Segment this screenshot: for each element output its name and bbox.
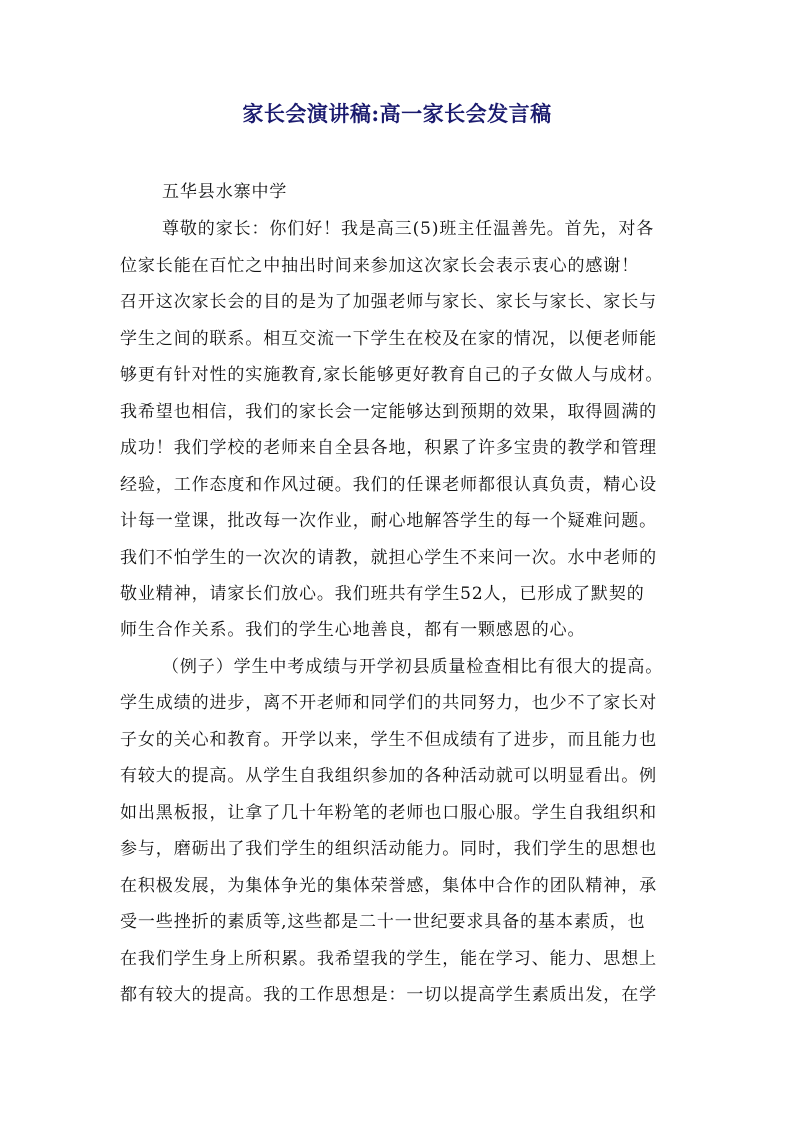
body-line: 有较大的提高。从学生自我组织参加的各种活动就可以明显看出。例: [120, 766, 657, 786]
body-line: 受一些挫折的素质等,这些都是二十一世纪要求具备的基本素质，也: [120, 912, 646, 932]
body-line: 在积极发展，为集体争光的集体荣誉感，集体中合作的团队精神，承: [120, 876, 657, 896]
document-title: 家长会演讲稿:高一家长会发言稿: [242, 101, 552, 126]
body-line: 都有较大的提高。我的工作思想是：一切以提高学生素质出发，在学: [120, 985, 657, 1005]
body-line: 学生成绩的进步，离不开老师和同学们的共同努力，也少不了家长对: [120, 693, 657, 713]
body-line: 我希望也相信，我们的家长会一定能够达到预期的效果，取得圆满的: [120, 402, 657, 422]
body-line: （例子）学生中考成绩与开学初县质量检查相比有很大的提高。: [162, 657, 664, 677]
body-line: 够更有针对性的实施教育,家长能够更好教育自己的子女做人与成材。: [120, 365, 664, 385]
body-line: 在我们学生身上所积累。我希望我的学生，能在学习、能力、思想上: [120, 949, 657, 969]
body-line: 敬业精神，请家长们放心。我们班共有学生52人，已形成了默契的: [120, 584, 645, 604]
body-line: 学生之间的联系。相互交流一下学生在校及在家的情况，以便老师能: [120, 329, 657, 349]
body-line: 位家长能在百忙之中抽出时间来参加这次家长会表示衷心的感谢！: [120, 256, 640, 276]
body-line: 我们不怕学生的一次次的请教，就担心学生不来问一次。水中老师的: [120, 548, 657, 568]
body-line: 尊敬的家长：你们好！我是高三(5)班主任温善先。首先，对各: [162, 219, 655, 239]
body-line: 计每一堂课，批改每一次作业，耐心地解答学生的每一个疑难问题。: [120, 511, 657, 531]
body-line: 经验，工作态度和作风过硬。我们的任课老师都很认真负责，精心设: [120, 475, 657, 495]
body-line: 召开这次家长会的目的是为了加强老师与家长、家长与家长、家长与: [120, 292, 657, 312]
body-line: 成功！我们学校的老师来自全县各地，积累了许多宝贵的教学和管理: [120, 438, 657, 458]
school-name-line: 五华县水寨中学: [162, 182, 288, 202]
body-line: 子女的关心和教育。开学以来，学生不但成绩有了进步，而且能力也: [120, 730, 657, 750]
body-line: 参与，磨砺出了我们学生的组织活动能力。同时，我们学生的思想也: [120, 839, 657, 859]
body-line: 师生合作关系。我们的学生心地善良，都有一颗感恩的心。: [120, 620, 586, 640]
body-line: 如出黑板报，让拿了几十年粉笔的老师也口服心服。学生自我组织和: [120, 803, 657, 823]
